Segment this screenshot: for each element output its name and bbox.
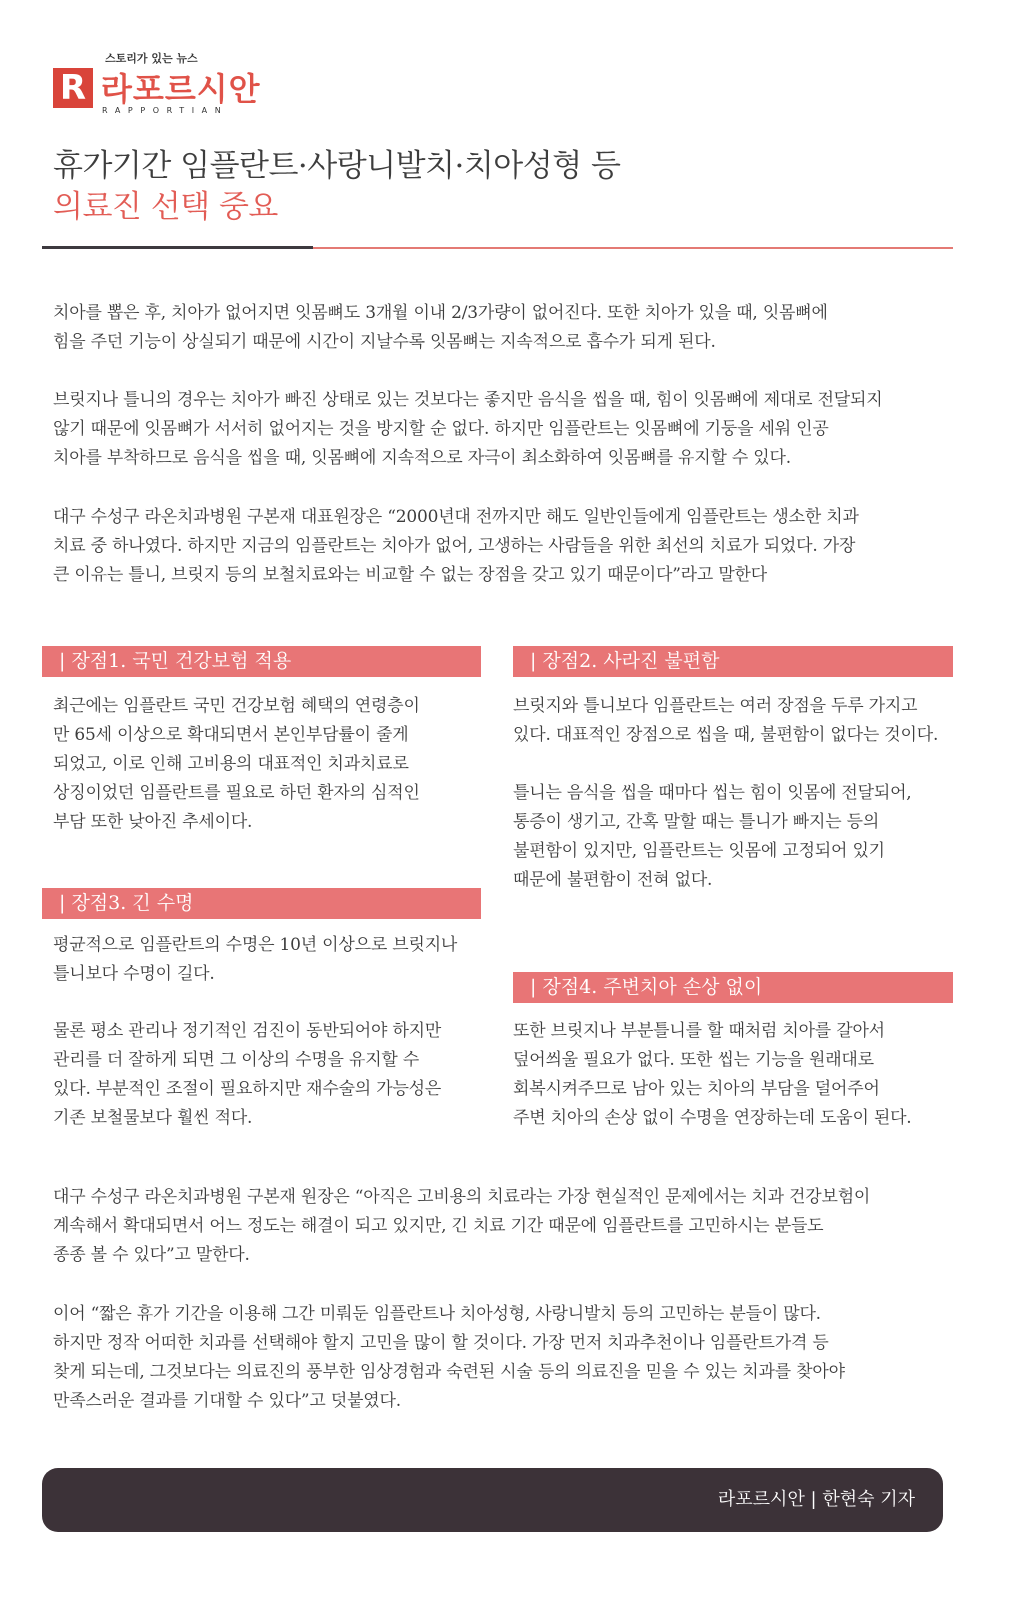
logo-r-icon: R [53,68,93,108]
intro-paragraph-3: 대구 수성구 라온치과병원 구본재 대표원장은 “2000년대 전까지만 해도 일반인들에게 임플란트는 생소한 치과 치료 중 하나였다. 하지만 지금의 임플란트는 치아가 없어, 고생하는 사람들을 위한 최선의 치료가 되었다. 가장 큰 이유는 틀니, 브릿지 등의 보철치료와는 비교할 수 없는 장점을 갖고 있기 때문이다”라고 말한다 [53,507,859,585]
section-1-heading: | 장점1. 국민 건강보험 적용 [42,646,481,677]
section-2-heading: | 장점2. 사라진 불편함 [513,646,953,677]
footer-bar [42,1468,943,1532]
logo-name: 라포르시안 [101,70,261,108]
subheadline: 의료진 선택 중요 [53,189,278,225]
section-4-heading: | 장점4. 주변치아 손상 없이 [513,972,953,1003]
closing-paragraph-2: 이어 “짧은 휴가 기간을 이용해 그간 미뤄둔 임플란트나 치아성형, 사랑니발치 등의 고민하는 분들이 많다. 하지만 정작 어떠한 치과를 선택해야 할지 고민을 많이 할 것이다. 가장 먼저 치과추천이나 임플란트가격 등 찾게 되는데, 그것보다는 의료진의 풍부한 임상경험과 숙련된 시술 등의 의료진을 믿을 수 있는 치과를 찾아야 만족스러운 결과를 기대할 수 있다”고 덧붙였다. [53,1304,845,1411]
section-2-body-1: 브릿지와 틀니보다 임플란트는 여러 장점을 두루 가지고 있다. 대표적인 장점으로 씹을 때, 불편함이 없다는 것이다. [513,696,939,745]
logo-subtitle: RAPPORTIAN [102,106,229,115]
section-3-body-1: 평균적으로 임플란트의 수명은 10년 이상으로 브릿지나 틀니보다 수명이 길다. [53,935,458,984]
logo[interactable] [53,50,353,122]
headline: 휴가기간 임플란트·사랑니발치·치아성형 등 [53,148,621,184]
byline: 라포르시안 | 한현숙 기자 [717,1489,915,1510]
section-2-body-2: 틀니는 음식을 씹을 때마다 씹는 힘이 잇몸에 전달되어, 통증이 생기고, 간혹 말할 때는 틀니가 빠지는 등의 불편함이 있지만, 임플란트는 잇몸에 고정되어 있기 때문에 불편함이 전혀 없다. [513,783,912,890]
section-4-body: 또한 브릿지나 부분틀니를 할 때처럼 치아를 갈아서 덮어씌울 필요가 없다. 또한 씹는 기능을 원래대로 회복시켜주므로 남아 있는 치아의 부담을 덜어주어 주변 치아의 손상 없이 수명을 연장하는데 도움이 된다. [513,1021,912,1128]
intro-paragraph-2: 브릿지나 틀니의 경우는 치아가 빠진 상태로 있는 것보다는 좋지만 음식을 씹을 때, 힘이 잇몸뼈에 제대로 전달되지 않기 때문에 잇몸뼈가 서서히 없어지는 것을 방지할 순 없다. 하지만 임플란트는 잇몸뼈에 기둥을 세워 인공 치아를 부착하므로 음식을 씹을 때, 잇몸뼈에 지속적으로 자극이 최소화하여 잇몸뼈를 유지할 수 있다. [53,390,883,468]
title-divider-dark [42,246,313,249]
intro-paragraph-1: 치아를 뽑은 후, 치아가 없어지면 잇몸뼈도 3개월 이내 2/3가량이 없어진다. 또한 치아가 있을 때, 잇몸뼈에 힘을 주던 기능이 상실되기 때문에 시간이 지날수록 잇몸뼈는 지속적으로 흡수가 되게 된다. [53,303,828,352]
section-3-body-2: 물론 평소 관리나 정기적인 검진이 동반되어야 하지만 관리를 더 잘하게 되면 그 이상의 수명을 유지할 수 있다. 부분적인 조절이 필요하지만 재수술의 가능성은 기존 보철물보다 훨씬 적다. [53,1021,442,1128]
closing-paragraph-1: 대구 수성구 라온치과병원 구본재 원장은 “아직은 고비용의 치료라는 가장 현실적인 문제에서는 치과 건강보험이 계속해서 확대되면서 어느 정도는 해결이 되고 있지만, 긴 치료 기간 때문에 임플란트를 고민하시는 분들도 종종 볼 수 있다”고 말한다. [53,1187,871,1265]
section-3-heading: | 장점3. 긴 수명 [42,888,481,919]
title-divider-red [313,247,953,249]
section-1-body: 최근에는 임플란트 국민 건강보험 혜택의 연령층이 만 65세 이상으로 확대되면서 본인부담률이 줄게 되었고, 이로 인해 고비용의 대표적인 치과치료로 상징이었던 임플란트를 필요로 하던 환자의 심적인 부담 또한 낮아진 추세이다. [53,696,420,832]
logo-tagline: 스토리가 있는 뉴스 [105,52,198,65]
